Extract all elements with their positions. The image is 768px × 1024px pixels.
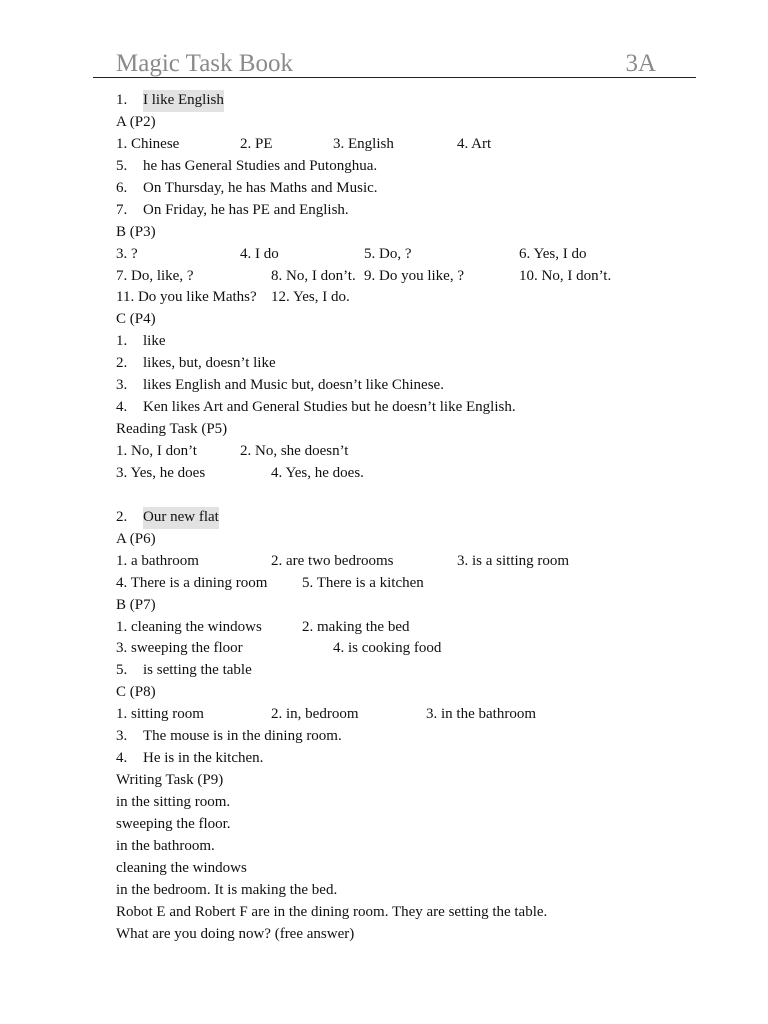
answer-text: in the bathroom. [116,837,215,854]
answer-line [116,507,696,529]
answer-line [116,529,696,551]
answer-text: 4. There is a dining room [116,574,268,591]
answer-text: 5. [116,157,128,174]
answer-line [116,156,696,178]
answer-line [116,638,696,660]
answer-line [116,551,696,573]
answer-text: likes English and Music but, doesn’t like Chinese. [143,377,444,394]
answer-line [116,770,696,792]
answer-text: What are you doing now? (free answer) [116,925,355,942]
answer-text: 4. Yes, he does. [271,464,364,481]
answer-text: 6. [116,179,128,196]
answer-text: 10. No, I don’t. [519,267,612,284]
answer-text: 4. is cooking food [333,640,442,657]
answer-line [116,353,696,375]
answer-line [116,178,696,200]
answer-line [116,660,696,682]
answer-text: C (P4) [116,311,156,328]
answer-line [116,880,696,902]
answer-text: 1. [116,333,128,350]
answer-text: 3. English [333,135,394,152]
answer-line [116,309,696,331]
answer-text: Robot E and Robert F are in the dining room. They are setting the table. [116,903,548,920]
answer-text: A (P6) [116,530,156,547]
answer-line [116,858,696,880]
answer-line [116,902,696,924]
answer-line [116,814,696,836]
page-header [93,48,696,78]
answer-text: Ken likes Art and General Studies but he doesn’t like English. [143,399,516,416]
answer-text: he has General Studies and Putonghua. [143,157,378,174]
answer-text: sweeping the floor. [116,815,231,832]
answer-line [116,287,696,309]
level-code: 3A [625,50,656,77]
answer-line [116,836,696,858]
answer-text: 3. is a sitting room [457,552,570,569]
answer-text: 5. Do, ? [364,245,412,262]
answer-line [116,375,696,397]
answer-text: 2. [116,508,128,525]
answer-text: 4. [116,399,128,416]
answer-text: Writing Task (P9) [116,772,224,789]
answer-line [116,222,696,244]
answer-text: 2. No, she doesn’t [240,443,349,459]
answer-text: 2. in, bedroom [271,706,359,723]
answer-line [116,397,696,419]
answer-line [116,441,696,463]
answer-text: 3. Yes, he does [116,464,206,481]
answer-text: 3. ? [116,245,138,262]
answer-line [116,266,696,288]
unit-heading: Our new flat [143,507,219,529]
answer-text: Reading Task (P5) [116,421,228,438]
answer-text: 1. cleaning the windows [116,618,262,635]
answer-text: 5. There is a kitchen [302,574,424,591]
answer-text: 4. I do [240,245,279,262]
document-title: Magic Task Book [116,50,293,77]
answer-text: 7. [116,201,128,218]
answer-text: 11. Do you like Maths? [116,289,257,306]
answer-text: The mouse is in the dining room. [143,728,342,745]
answer-line [116,200,696,222]
answer-line [116,573,696,595]
answer-line [116,112,696,134]
answer-text: A (P2) [116,113,156,130]
answer-text: 7. Do, like, ? [116,267,194,284]
unit-heading: I like English [143,90,224,112]
answer-line [116,90,696,112]
answer-line [116,485,696,507]
answer-text: C (P8) [116,684,156,701]
answer-line [116,617,696,639]
answer-text: likes, but, doesn’t like [143,355,276,372]
answer-text: 4. [116,750,128,767]
answer-text: 1. sitting room [116,706,204,723]
answer-key-body [116,90,696,946]
answer-text: 5. [116,662,128,679]
answer-text: 6. Yes, I do [519,245,587,262]
answer-line [116,704,696,726]
answer-text: 12. Yes, I do. [271,289,350,306]
answer-text: 2. [116,355,128,372]
answer-text: 2. PE [240,135,273,152]
answer-text: On Thursday, he has Maths and Music. [143,179,378,196]
answer-text: 2. making the bed [302,618,410,635]
answer-text: in the bedroom. It is making the bed. [116,881,338,898]
answer-line [116,419,696,441]
answer-text: 8. No, I don’t. [271,267,356,284]
answer-line [116,792,696,814]
answer-text: 2. are two bedrooms [271,552,394,569]
answer-text: B (P7) [116,596,156,613]
answer-line [116,726,696,748]
answer-text: 1. a bathroom [116,552,199,569]
answer-line [116,595,696,617]
answer-text: is setting the table [143,662,252,679]
answer-text: B (P3) [116,223,156,240]
answer-text: 1. Chinese [116,135,180,152]
answer-line [116,331,696,353]
answer-line [116,682,696,704]
answer-text: 1. No, I don’t [116,443,197,459]
answer-text: 3. sweeping the floor [116,640,243,657]
answer-text: like [143,333,166,350]
answer-text: in the sitting room. [116,794,231,810]
answer-text: cleaning the windows [116,859,247,876]
answer-text: 1. [116,92,128,108]
answer-line [116,748,696,770]
answer-text: 3. [116,377,128,394]
answer-line [116,134,696,156]
answer-line [116,463,696,485]
answer-text: 3. [116,728,128,745]
answer-line [116,244,696,266]
answer-line [116,924,696,946]
answer-text: On Friday, he has PE and English. [143,201,349,218]
answer-text: 9. Do you like, ? [364,267,464,284]
answer-text: He is in the kitchen. [143,750,264,767]
answer-text: 3. in the bathroom [426,706,536,723]
answer-text: 4. Art [457,135,492,152]
